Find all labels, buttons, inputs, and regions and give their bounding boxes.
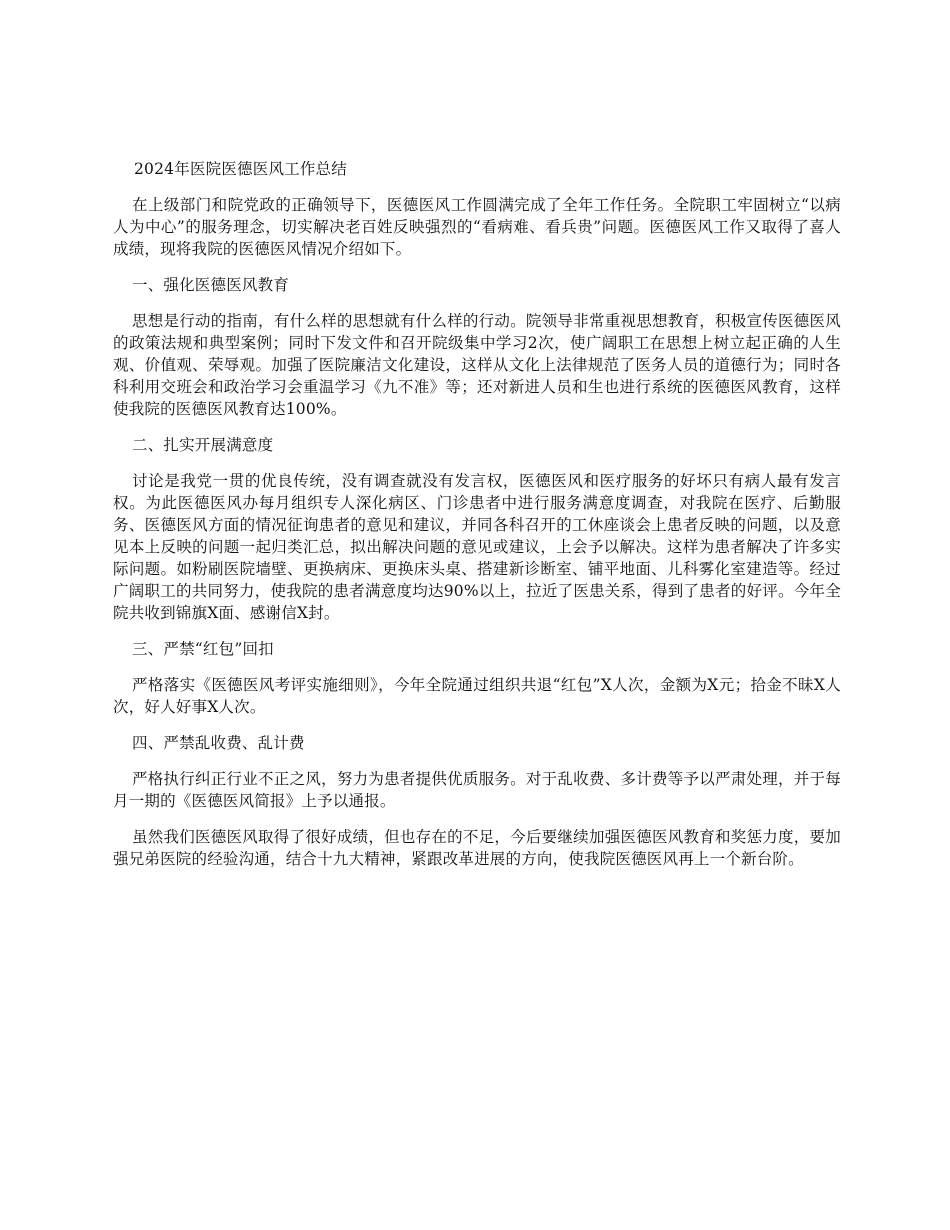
document-page	[113, 158, 841, 884]
section-body-2: 讨论是我党一贯的优良传统，没有调查就没有发言权，医德医风和医疗服务的好坏只有病人最有发言权。为此医德医风办每月组织专人深化病区、门诊患者中进行服务满意度调查，对我院在医疗、后勤服务、医德医风方面的情况征询患者的意见和建议，并同各科召开的工休座谈会上患者反映的问题，以及意见本上反映的问题一起归类汇总，拟出解决问题的意见或建议，上会予以解决。这样为患者解决了许多实际问题。如粉刷医院墙壁、更换病床、更换床头桌、搭建新诊断室、铺平地面、儿科雾化室建造等。经过广阔职工的共同努力，使我院的患者满意度均达90%以上，拉近了医患关系，得到了患者的好评。今年全院共收到锦旗X面、感谢信X封。	[113, 472, 841, 622]
section-heading-3: 三、严禁“红包”回扣	[132, 640, 274, 658]
section-body-1: 思想是行动的指南，有什么样的思想就有什么样的行动。院领导非常重视思想教育，积极宣传医德医风的政策法规和典型案例；同时下发文件和召开院级集中学习2次，使广阔职工在思想上树立起正确的人生观、价值观、荣辱观。加强了医院廉洁文化建设，这样从文化上法律规范了医务人员的道德行为；同时各科利用交班会和政治学习会重温学习《九不准》等；还对新进人员和生也进行系统的医德医风教育，这样使我院的医德医风教育达100%。	[113, 312, 841, 418]
section-body-3: 严格落实《医德医风考评实施细则》，今年全院通过组织共退“红包”X人次，金额为X元；拾金不昧X人次，好人好事X人次。	[113, 676, 841, 716]
intro-paragraph: 在上级部门和院党政的正确领导下，医德医风工作圆满完成了全年工作任务。全院职工牢固树立“以病人为中心”的服务理念，切实解决老百姓反映强烈的“看病难、看兵贵”问题。医德医风工作又取得了喜人成绩，现将我院的医德医风情况介绍如下。	[113, 196, 841, 258]
section-heading-4: 四、严禁乱收费、乱计费	[132, 734, 305, 752]
document-title: 2024年医院医德医风工作总结	[134, 160, 347, 178]
section-heading-2: 二、扎实开展满意度	[132, 436, 274, 454]
section-heading-1: 一、强化医德医风教育	[132, 276, 290, 294]
section-body-4: 严格执行纠正行业不正之风，努力为患者提供优质服务。对于乱收费、多计费等予以严肃处理，并于每月一期的《医德医风简报》上予以通报。	[113, 770, 841, 810]
conclusion-paragraph: 虽然我们医德医风取得了很好成绩，但也存在的不足，今后要继续加强医德医风教育和奖惩力度，要加强兄弟医院的经验沟通，结合十九大精神，紧跟改革进展的方向，使我院医德医风再上一个新台阶。	[113, 828, 841, 868]
